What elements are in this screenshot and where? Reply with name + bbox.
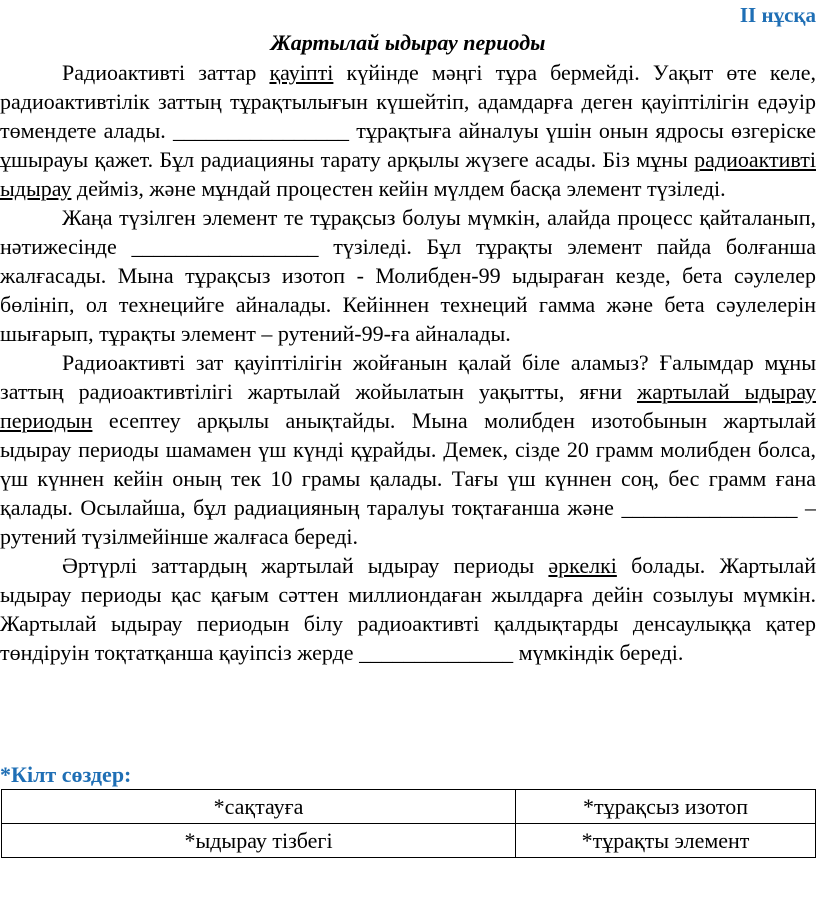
keyword-cell: *тұрақсыз изотоп [516, 790, 816, 824]
text-span: есептеу арқылы анықтайды. Мына молибден изотобынын жартылай ыдырау периоды шамамен үш күнді құрайды. Демек, сізде 20 грамм молибден болса, үш күннен кейін оның тек 10 грамы қалады. Тағы үш күннен соң, бес грамм ғана қалады. Осылайша, бұл радиацияның таралуы тоқтағанша және [0, 408, 816, 520]
table-row [2, 790, 816, 824]
text-span: – рутений түзілмейінше жалғаса береді. [0, 495, 816, 549]
body-text [0, 58, 816, 667]
paragraph-3 [0, 348, 816, 551]
document-title: Жартылай ыдырау периоды [270, 30, 546, 55]
variant-label: II нұсқа [739, 3, 816, 27]
paragraph-2 [0, 203, 816, 348]
text-span: күйінде мәңгі тұра бермейді. Уақыт өте келе, радиоактивтілік заттың тұрақтылығын күшейтіп, адамдарға деген қауіптілігін едәуір төмендете алады. [0, 60, 816, 143]
keywords-table [1, 789, 816, 858]
paragraph-1 [0, 58, 816, 203]
fill-in-blank[interactable]: ________________ [621, 495, 798, 520]
text-span: дейміз, және мұндай процестен кейін мүлдем басқа элемент түзіледі. [71, 176, 726, 201]
text-span: Жаңа түзілген элемент те тұрақсыз болуы мүмкін, алайда процесс қайталанып, нәтижесінде [0, 205, 816, 259]
keyword-cell: *сақтауға [2, 790, 516, 824]
underlined-term: жартылай ыдырау периодын [0, 379, 816, 433]
text-span: Радиоактивті заттар [62, 60, 270, 85]
fill-in-blank[interactable]: ________________ [173, 118, 349, 143]
underlined-term: радиоактивті ыдырау [0, 147, 816, 201]
text-span: Әртүрлі заттардың жартылай ыдырау периоды [62, 553, 549, 578]
keyword-cell: *ыдырау тізбегі [2, 824, 516, 858]
underlined-term: әркелкі [548, 553, 617, 578]
text-span: болады. Жартылай ыдырау периоды қас қағым сәттен миллиондаған жылдарға дейін созылуы мүмкін. Жартылай ыдырау периодын білу радиоактивті қалдықтарды денсаулыққа қатер төндіруін тоқтатқанша қауіпсіз жерде [0, 553, 816, 665]
paragraph-4 [0, 551, 816, 667]
text-span: түзіледі. Бұл тұрақты элемент пайда болғанша жалғасады. Мына тұрақсыз изотоп - Молибден-99 ыдыраған кезде, бета сәулелер бөлініп, ол технецийге айналады. Кейіннен технеций гамма және бета сәулелерін шығарып, тұрақты элемент – рутений-99-ға айналады. [0, 234, 816, 346]
text-span: тұрақтығa айналуы үшін онын ядросы өзгеріске ұшырауы қажет. Бұл радиацияны тарату арқылы жүзеге асады. Біз мұны [0, 118, 816, 172]
fill-in-blank[interactable]: _________________ [131, 234, 319, 259]
keywords-heading: *Кілт сөздер: [0, 762, 132, 787]
table-row [2, 824, 816, 858]
text-span: мүмкіндік береді. [513, 640, 684, 665]
underlined-term: қауіпті [269, 60, 334, 85]
keyword-cell: *тұрақты элемент [516, 824, 816, 858]
fill-in-blank[interactable]: ______________ [359, 640, 514, 665]
text-span: Радиоактивті зат қауіптілігін жойғанын қалай біле аламыз? Ғалымдар мұны заттың радиоактивтілігі жартылай жойылатын уақытты, яғни [0, 350, 816, 404]
